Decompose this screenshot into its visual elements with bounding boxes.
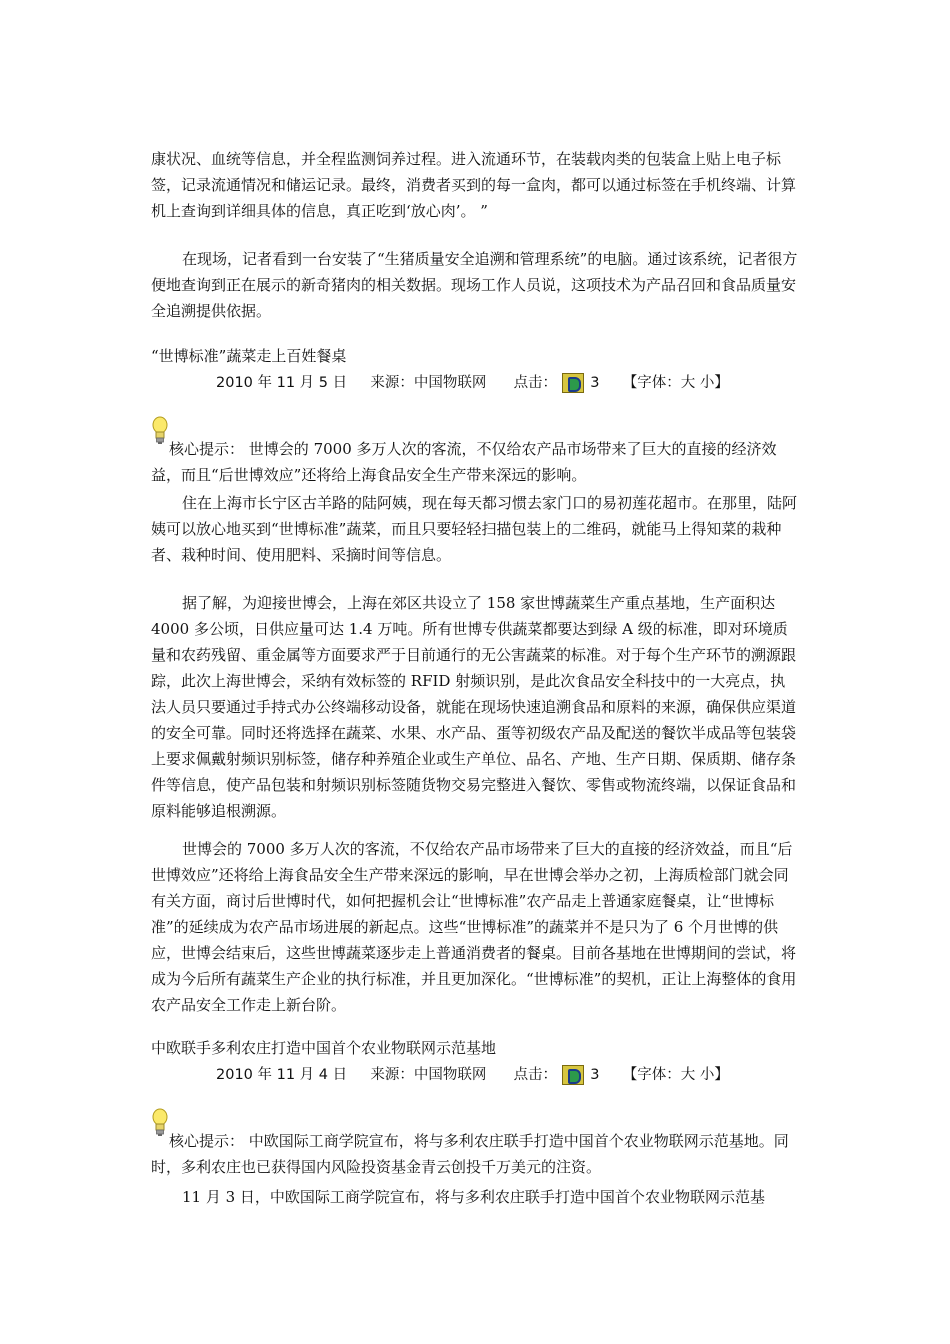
core-hint-text: 世博会的 7000 多万人次的客流，不仅给农产品市场带来了巨大的直接的经济效益，而且“后世博效应”还将给上海食品安全生产带来深远的影响。 — [151, 440, 777, 484]
article-date: 2010 年 11 月 5 日 — [216, 375, 348, 391]
font-size-selector[interactable]: 【字体：大 小】 — [622, 1067, 729, 1083]
article-meta — [216, 370, 729, 396]
article-title-expo-vegetables[interactable]: “世博标准”蔬菜走上百姓餐桌 — [151, 347, 347, 365]
click-count: 3 — [590, 1067, 600, 1083]
core-hint-ceibs — [151, 1128, 799, 1180]
core-hint-label: 核心提示： — [169, 440, 245, 458]
article-source: 来源：中国物联网 — [370, 1067, 487, 1083]
click-counter-icon — [562, 373, 584, 393]
paragraph-traceability-meat: 康状况、血统等信息，并全程监测饲养过程。进入流通环节，在装载肉类的包装盒上贴上电子标签，记录流通情况和储运记录。最终，消费者买到的每一盒肉，都可以通过标签在手机终端、计算机上查询到详细具体的信息，真正吃到‘放心肉’。 ” — [151, 150, 797, 220]
article-title-ceibs-duoli[interactable]: 中欧联手多利农庄打造中国首个农业物联网示范基地 — [151, 1039, 497, 1057]
article-meta — [216, 1062, 729, 1088]
paragraph-lu-aunt: 住在上海市长宁区古羊路的陆阿姨，现在每天都习惯去家门口的易初莲花超市。在那里，陆阿姨可以放心地买到“世博标准”蔬菜，而且只要轻轻扫描包装上的二维码，就能马上得知菜的栽种者、栽种时间、使用肥料、采摘时间等信息。 — [151, 494, 798, 564]
click-count-label: 点击： — [513, 1067, 558, 1083]
core-hint-text: 中欧国际工商学院宣布，将与多利农庄联手打造中国首个农业物联网示范基地。同时，多利农庄也已获得国内风险投资基金青云创投千万美元的注资。 — [151, 1132, 789, 1176]
click-counter-icon — [562, 1065, 584, 1085]
paragraph-post-expo-effect: 世博会的 7000 多万人次的客流，不仅给农产品市场带来了巨大的直接的经济效益，而且“后世博效应”还将给上海食品安全生产带来深远的影响，早在世博会举办之初，上海质检部门就会同有关方面，商讨后世博时代，如何把握机会让“世博标准”农产品走上普通家庭餐桌，让“世博标准”的延续成为农产品市场进展的新起点。这些“世博标准”的蔬菜并不是只为了 6 个月世博的供应，世博会结束后，这些世博蔬菜逐步走上普通消费者的餐桌。目前各基地在世博期间的尝试，将成为今后所有蔬菜生产企业的执行标准，并且更加深化。“世博标准”的契机，正让上海整体的食用农产品安全工作走上新台阶。 — [151, 840, 797, 1014]
click-count: 3 — [590, 375, 600, 391]
font-size-selector[interactable]: 【字体：大 小】 — [622, 375, 729, 391]
article-source: 来源：中国物联网 — [370, 375, 487, 391]
paragraph-expo-bases: 据了解，为迎接世博会，上海在郊区共设立了 158 家世博蔬菜生产重点基地，生产面积达 4000 多公顷，日供应量可达 1.4 万吨。所有世博专供蔬菜都要达到绿 A 级的标准，即对环境质量和农药残留、重金属等方面要求严于目前通行的无公害蔬菜的标准。对于每个生产环节的溯源跟踪，此次上海世博会，采纳有效标签的 RFID 射频识别，是此次食品安全科技中的一大亮点，执法人员只要通过手持式办公终端移动设备，就能在现场快速追溯食品和原料的来源，确保供应渠道的安全可靠。同时还将选择在蔬菜、水果、水产品、蛋等初级农产品及配送的餐饮半成品等包装袋上要求佩戴射频识别标签，储存种养殖企业或生产单位、品名、产地、生产日期、保质期、储存条件等信息，使产品包装和射频识别标签随货物交易完整进入餐饮、零售或物流终端，以保证食品和原料能够追根溯源。 — [151, 594, 797, 820]
core-hint-label: 核心提示： — [169, 1132, 245, 1150]
click-count-label: 点击： — [513, 375, 558, 391]
paragraph-traceability-system: 在现场，记者看到一台安装了“生猪质量安全追溯和管理系统”的电脑。通过该系统，记者很方便地查询到正在展示的新奇猪肉的相关数据。现场工作人员说，这项技术为产品召回和食品质量安全追溯提供依据。 — [151, 250, 798, 320]
paragraph-ceibs-announcement: 11 月 3 日，中欧国际工商学院宣布，将与多利农庄联手打造中国首个农业物联网示范基 — [182, 1188, 765, 1206]
article-date: 2010 年 11 月 4 日 — [216, 1067, 348, 1083]
core-hint-expo — [151, 436, 799, 488]
